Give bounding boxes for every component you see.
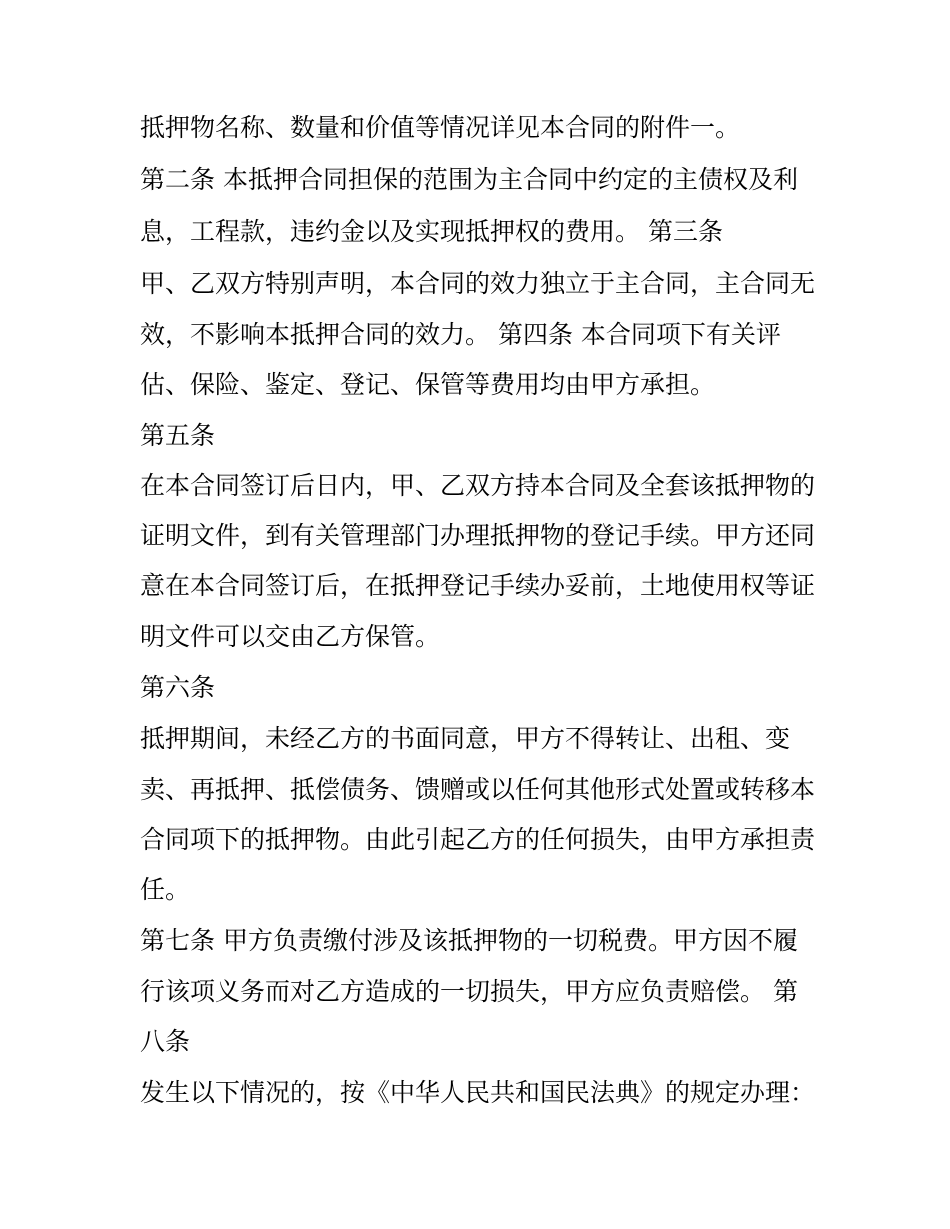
text-line: 第七条 甲方负责缴付涉及该抵押物的一切税费。甲方因不履 (140, 926, 798, 955)
text-line: 卖、再抵押、抵偿债务、馈赠或以任何其他形式处置或转移本 (140, 775, 816, 804)
text-line: 第六条 (140, 673, 216, 702)
text-line: 证明文件，到有关管理部门办理抵押物的登记手续。甲方还同 (140, 521, 816, 550)
text-line: 行该项义务而对乙方造成的一切损失，甲方应负责赔偿。 第 (140, 977, 798, 1006)
text-line: 意在本合同签订后，在抵押登记手续办妥前，土地使用权等证 (140, 571, 816, 600)
text-line: 合同项下的抵押物。由此引起乙方的任何损失，由甲方承担责 (140, 825, 816, 854)
text-line: 抵押物名称、数量和价值等情况详见本合同的附件一。 (140, 113, 741, 142)
text-line: 任。 (140, 875, 191, 904)
text-line: 抵押期间，未经乙方的书面同意，甲方不得转让、出租、变 (140, 724, 791, 753)
text-line: 八条 (140, 1027, 191, 1056)
text-line: 在本合同签订后日内，甲、乙双方持本合同及全套该抵押物的 (140, 471, 816, 500)
text-line: 息，工程款，违约金以及实现抵押权的费用。 第三条 (140, 217, 723, 246)
text-line: 甲、乙双方特别声明，本合同的效力独立于主合同，主合同无 (140, 269, 816, 298)
text-line: 估、保险、鉴定、登记、保管等费用均由甲方承担。 (140, 370, 716, 399)
text-line: 第二条 本抵押合同担保的范围为主合同中约定的主债权及利 (140, 165, 798, 194)
text-line: 第五条 (140, 421, 216, 450)
text-line: 明文件可以交由乙方保管。 (140, 622, 441, 651)
text-line: 效，不影响本抵押合同的效力。 第四条 本合同项下有关评 (140, 320, 781, 349)
text-line: 发生以下情况的，按《中华人民共和国民法典》的规定办理： (140, 1078, 816, 1107)
